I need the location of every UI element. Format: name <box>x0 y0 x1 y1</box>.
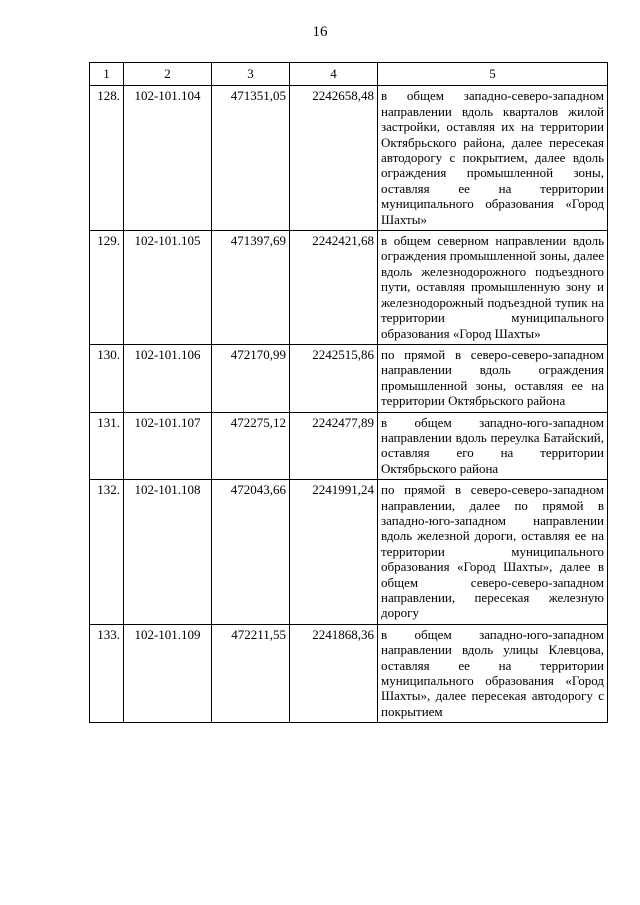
coord-y: 2241991,24 <box>290 480 378 625</box>
boundary-description: по прямой в северо-северо-западном направлении, далее по прямой в западно-юго-западном направлении вдоль железной дороги, оставляя ее на территории муниципального образования «Город Шахты», далее в общем северо-северо-западном направлении, пересекая железную дорогу <box>378 480 608 625</box>
boundary-table <box>89 62 608 723</box>
row-number: 132. <box>90 480 124 625</box>
table-row <box>90 231 608 345</box>
row-number: 133. <box>90 624 124 722</box>
point-code: 102-101.108 <box>124 480 212 625</box>
row-number: 128. <box>90 86 124 231</box>
header-col-1: 1 <box>90 63 124 86</box>
coord-y: 2241868,36 <box>290 624 378 722</box>
table-row <box>90 86 608 231</box>
table-row <box>90 624 608 722</box>
boundary-description: в общем западно-юго-западном направлении вдоль переулка Батайский, оставляя его на территории Октябрьского района <box>378 412 608 480</box>
row-number: 130. <box>90 344 124 412</box>
point-code: 102-101.106 <box>124 344 212 412</box>
page-number: 16 <box>312 24 328 40</box>
header-col-5: 5 <box>378 63 608 86</box>
header-col-2: 2 <box>124 63 212 86</box>
table-row <box>90 344 608 412</box>
table-row <box>90 412 608 480</box>
point-code: 102-101.104 <box>124 86 212 231</box>
coord-x: 472275,12 <box>212 412 290 480</box>
coord-x: 472170,99 <box>212 344 290 412</box>
table-header-row <box>90 63 608 86</box>
boundary-description: в общем северном направлении вдоль ограждения промышленной зоны, далее вдоль железнодорожного подъездного пути, оставляя промышленную зону и железнодорожный подъездной тупик на территории муниципального образования «Город Шахты» <box>378 231 608 345</box>
point-code: 102-101.105 <box>124 231 212 345</box>
boundary-description: в общем западно-юго-западном направлении вдоль улицы Клевцова, оставляя ее на территории муниципального образования «Город Шахты», далее пересекая автодорогу с покрытием <box>378 624 608 722</box>
coord-x: 471351,05 <box>212 86 290 231</box>
coord-y: 2242658,48 <box>290 86 378 231</box>
coord-x: 472043,66 <box>212 480 290 625</box>
header-col-4: 4 <box>290 63 378 86</box>
boundary-description: в общем западно-северо-западном направлении вдоль кварталов жилой застройки, оставляя их на территории Октябрьского района, далее пересекая автодорогу с покрытием, далее вдоль ограждения промышленной зоны, оставляя ее на территории муниципального образования «Город Шахты» <box>378 86 608 231</box>
coord-y: 2242477,89 <box>290 412 378 480</box>
coord-y: 2242421,68 <box>290 231 378 345</box>
row-number: 129. <box>90 231 124 345</box>
coord-x: 471397,69 <box>212 231 290 345</box>
coord-x: 472211,55 <box>212 624 290 722</box>
coord-y: 2242515,86 <box>290 344 378 412</box>
point-code: 102-101.109 <box>124 624 212 722</box>
row-number: 131. <box>90 412 124 480</box>
point-code: 102-101.107 <box>124 412 212 480</box>
table-row <box>90 480 608 625</box>
boundary-description: по прямой в северо-северо-западном направлении вдоль ограждения промышленной зоны, оставляя ее на территории Октябрьского района <box>378 344 608 412</box>
header-col-3: 3 <box>212 63 290 86</box>
